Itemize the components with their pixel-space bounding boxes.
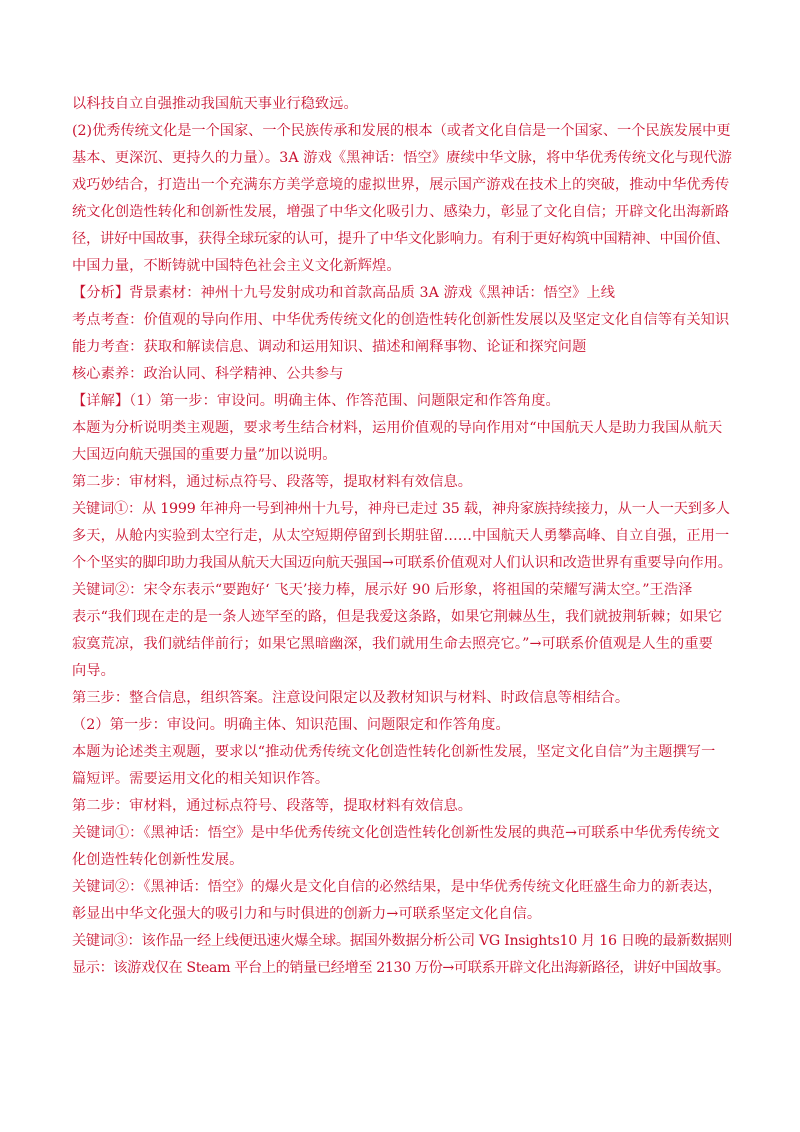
text-line: 第二步：审材料，通过标点符号、段落等，提取材料有效信息。 <box>72 798 473 814</box>
text-line: 大国迈向航天强国的重要力量”加以说明。 <box>72 447 337 463</box>
text-line: 篇短评。需要运用文化的相关知识作答。 <box>72 771 330 787</box>
text-line: 【详解】（1）第一步：审设问。明确主体、作答范围、问题限定和作答角度。 <box>72 393 560 409</box>
text-line: 中国力量，不断铸就中国特色社会主义文化新辉煌。 <box>72 258 401 274</box>
text-line: 关键词①：从 1999 年神舟一号到神州十九号，神舟已走过 35 载，神舟家族持续接力，从一人一天到多人 <box>72 501 730 517</box>
text-line: 统文化创造性转化和创新性发展，增强了中华文化吸引力、感染力，彰显了文化自信；开辟文化出海新路 <box>72 204 730 220</box>
text-line: 多天，从舱内实验到太空行走，从太空短期停留到长期驻留……中国航天人勇攀高峰、自立自强，正用一 <box>72 528 730 544</box>
text-line: 以科技自立自强推动我国航天事业行稳致远。 <box>72 96 358 112</box>
text-line: 关键词①：《黑神话：悟空》是中华优秀传统文化创造性转化创新性发展的典范→可联系中华优秀传统文 <box>72 825 720 841</box>
text-line: 考点考查：价值观的导向作用、中华优秀传统文化的创造性转化创新性发展以及坚定文化自信等有关知识 <box>72 312 730 328</box>
text-line: 彰显出中华文化强大的吸引力和与时俱进的创新力→可联系坚定文化自信。 <box>72 906 542 922</box>
text-line: 关键词③：该作品一经上线便迅速火爆全球。据国外数据分析公司 VG Insights10 月 16 日晚的最新数据则 <box>72 933 732 949</box>
text-line: 基本、更深沉、更持久的力量）。3A 游戏《黑神话：悟空》赓续中华文脉，将中华优秀传统文化与现代游 <box>72 150 732 166</box>
text-line: （2）第一步：审设问。明确主体、知识范围、问题限定和作答角度。 <box>72 717 510 733</box>
text-line: 个个坚实的脚印助力我国从航天大国迈向航天强国→可联系价值观对人们认识和改造世界有重要导向作用。 <box>72 555 732 571</box>
text-line: 关键词②：宋令东表示“要跑好‘ 飞天’接力棒，展示好 90 后形象，将祖国的荣耀写满太空。”王浩泽 <box>72 582 693 598</box>
text-line: 本题为分析说明类主观题，要求考生结合材料，运用价值观的导向作用对“中国航天人是助力我国从航天 <box>72 420 723 436</box>
text-line: 能力考查：获取和解读信息、调动和运用知识、描述和阐释事物、论证和探究问题 <box>72 339 587 355</box>
text-line: 化创造性转化创新性发展。 <box>72 852 244 868</box>
text-line: 本题为论述类主观题，要求以“推动优秀传统文化创造性转化创新性发展，坚定文化自信”为主题撰写一 <box>72 744 716 760</box>
text-line: 寂寞荒凉，我们就结伴前行；如果它黑暗幽深，我们就用生命去照亮它。”→可联系价值观是人生的重要 <box>72 636 713 652</box>
text-line: 核心素养：政治认同、科学精神、公共参与 <box>72 366 344 382</box>
text-line: 表示“我们现在走的是一条人迹罕至的路，但是我爱这条路，如果它荆棘丛生，我们就披荆斩棘；如果它 <box>72 609 723 625</box>
document-body <box>72 91 732 982</box>
text-line: 【分析】背景素材：神州十九号发射成功和首款高品质 3A 游戏《黑神话：悟空》上线 <box>72 285 616 301</box>
text-line: 径，讲好中国故事，获得全球玩家的认可，提升了中华文化影响力。有利于更好构筑中国精神、中国价值、 <box>72 231 730 247</box>
text-line: 向导。 <box>72 663 115 679</box>
text-line: 第二步：审材料，通过标点符号、段落等，提取材料有效信息。 <box>72 474 473 490</box>
text-line: 关键词②：《黑神话：悟空》的爆火是文化自信的必然结果，是中华优秀传统文化旺盛生命力的新表达， <box>72 879 723 895</box>
text-line: 戏巧妙结合，打造出一个充满东方美学意境的虚拟世界，展示国产游戏在技术上的突破，推动中华优秀传 <box>72 177 730 193</box>
text-line: (2)优秀传统文化是一个国家、一个民族传承和发展的根本（或者文化自信是一个国家、一个民族发展中更 <box>72 123 731 139</box>
text-line: 显示：该游戏仅在 Steam 平台上的销量已经增至 2130 万份→可联系开辟文化出海新路径，讲好中国故事。 <box>72 960 730 976</box>
text-line: 第三步：整合信息，组织答案。注意设问限定以及教材知识与材料、时政信息等相结合。 <box>72 690 630 706</box>
